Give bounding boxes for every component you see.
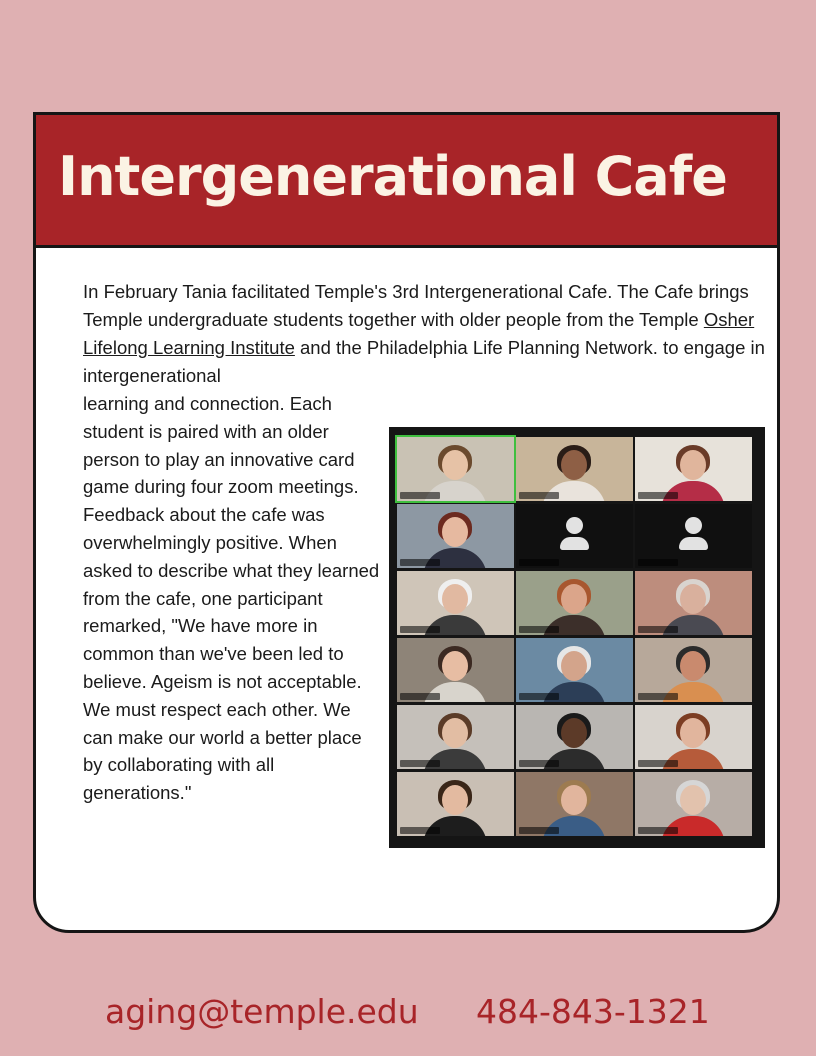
title-banner bbox=[36, 115, 777, 248]
participant-nameplate bbox=[400, 760, 440, 767]
participant-tile bbox=[397, 437, 514, 501]
participant-tile bbox=[516, 571, 633, 635]
intro-paragraph bbox=[83, 278, 773, 390]
participant-tile bbox=[397, 772, 514, 836]
participant-face bbox=[442, 584, 468, 614]
participant-nameplate bbox=[400, 626, 440, 633]
participant-face bbox=[680, 584, 706, 614]
participant-tile bbox=[516, 437, 633, 501]
participant-nameplate bbox=[519, 693, 559, 700]
participant-nameplate bbox=[400, 693, 440, 700]
participant-face bbox=[561, 651, 587, 681]
intro-text-start: In February Tania facilitated Temple's 3rd Intergenerational Cafe. The Cafe brings Temple undergraduate students together with older people from the Temple bbox=[83, 281, 749, 330]
participant-face bbox=[680, 651, 706, 681]
participant-face bbox=[442, 785, 468, 815]
participant-tile bbox=[516, 504, 633, 568]
participant-face bbox=[442, 450, 468, 480]
participant-face bbox=[680, 718, 706, 748]
participant-face bbox=[442, 651, 468, 681]
participant-tile bbox=[635, 638, 752, 702]
participant-face bbox=[561, 450, 587, 480]
participant-nameplate bbox=[638, 693, 678, 700]
osher-institute-link[interactable]: Osher Lifelong Learning Institute bbox=[83, 309, 755, 358]
zoom-participant-grid bbox=[397, 437, 752, 836]
participant-nameplate bbox=[519, 760, 559, 767]
participant-face bbox=[680, 450, 706, 480]
participant-tile bbox=[635, 705, 752, 769]
contact-phone[interactable]: 484-843-1321 bbox=[476, 992, 710, 1031]
participant-face bbox=[680, 785, 706, 815]
participant-face bbox=[561, 584, 587, 614]
participant-nameplate bbox=[519, 626, 559, 633]
participant-nameplate bbox=[638, 827, 678, 834]
participant-nameplate bbox=[638, 760, 678, 767]
avatar-placeholder-icon bbox=[566, 517, 583, 534]
participant-nameplate bbox=[519, 559, 559, 566]
participant-nameplate bbox=[400, 492, 440, 499]
participant-tile bbox=[635, 571, 752, 635]
body-paragraph: learning and connection. Each student is paired with an older person to play an innovative card game during four zoom meetings. Feedback about the cafe was overwhelmingly positive. When asked to describe what they learned from the cafe, one participant remarked, "We have more in common than we've been led to believe. Ageism is not acceptable. We must respect each other. We can make our world a better place by collaborating with all generations." bbox=[83, 393, 380, 804]
participant-tile bbox=[635, 772, 752, 836]
participant-face bbox=[442, 718, 468, 748]
participant-tile bbox=[397, 504, 514, 568]
participant-nameplate bbox=[519, 492, 559, 499]
avatar-placeholder-icon bbox=[685, 517, 702, 534]
participant-tile bbox=[397, 571, 514, 635]
participant-nameplate bbox=[638, 559, 678, 566]
participant-face bbox=[561, 718, 587, 748]
participant-nameplate bbox=[638, 492, 678, 499]
page-title: Intergenerational Cafe bbox=[58, 145, 727, 208]
participant-tile bbox=[635, 437, 752, 501]
participant-tile bbox=[516, 772, 633, 836]
participant-tile bbox=[516, 638, 633, 702]
participant-face bbox=[561, 785, 587, 815]
participant-nameplate bbox=[519, 827, 559, 834]
contact-email[interactable]: aging@temple.edu bbox=[105, 992, 419, 1031]
article-card bbox=[33, 112, 780, 933]
participant-tile bbox=[635, 504, 752, 568]
participant-nameplate bbox=[638, 626, 678, 633]
participant-nameplate bbox=[400, 559, 440, 566]
intro-text-end: and the Philadelphia Life Planning Network. to engage in intergenerational bbox=[83, 337, 765, 386]
participant-tile bbox=[516, 705, 633, 769]
participant-tile bbox=[397, 638, 514, 702]
participant-nameplate bbox=[400, 827, 440, 834]
participant-tile bbox=[397, 705, 514, 769]
zoom-meeting-screenshot bbox=[389, 427, 765, 848]
participant-face bbox=[442, 517, 468, 547]
